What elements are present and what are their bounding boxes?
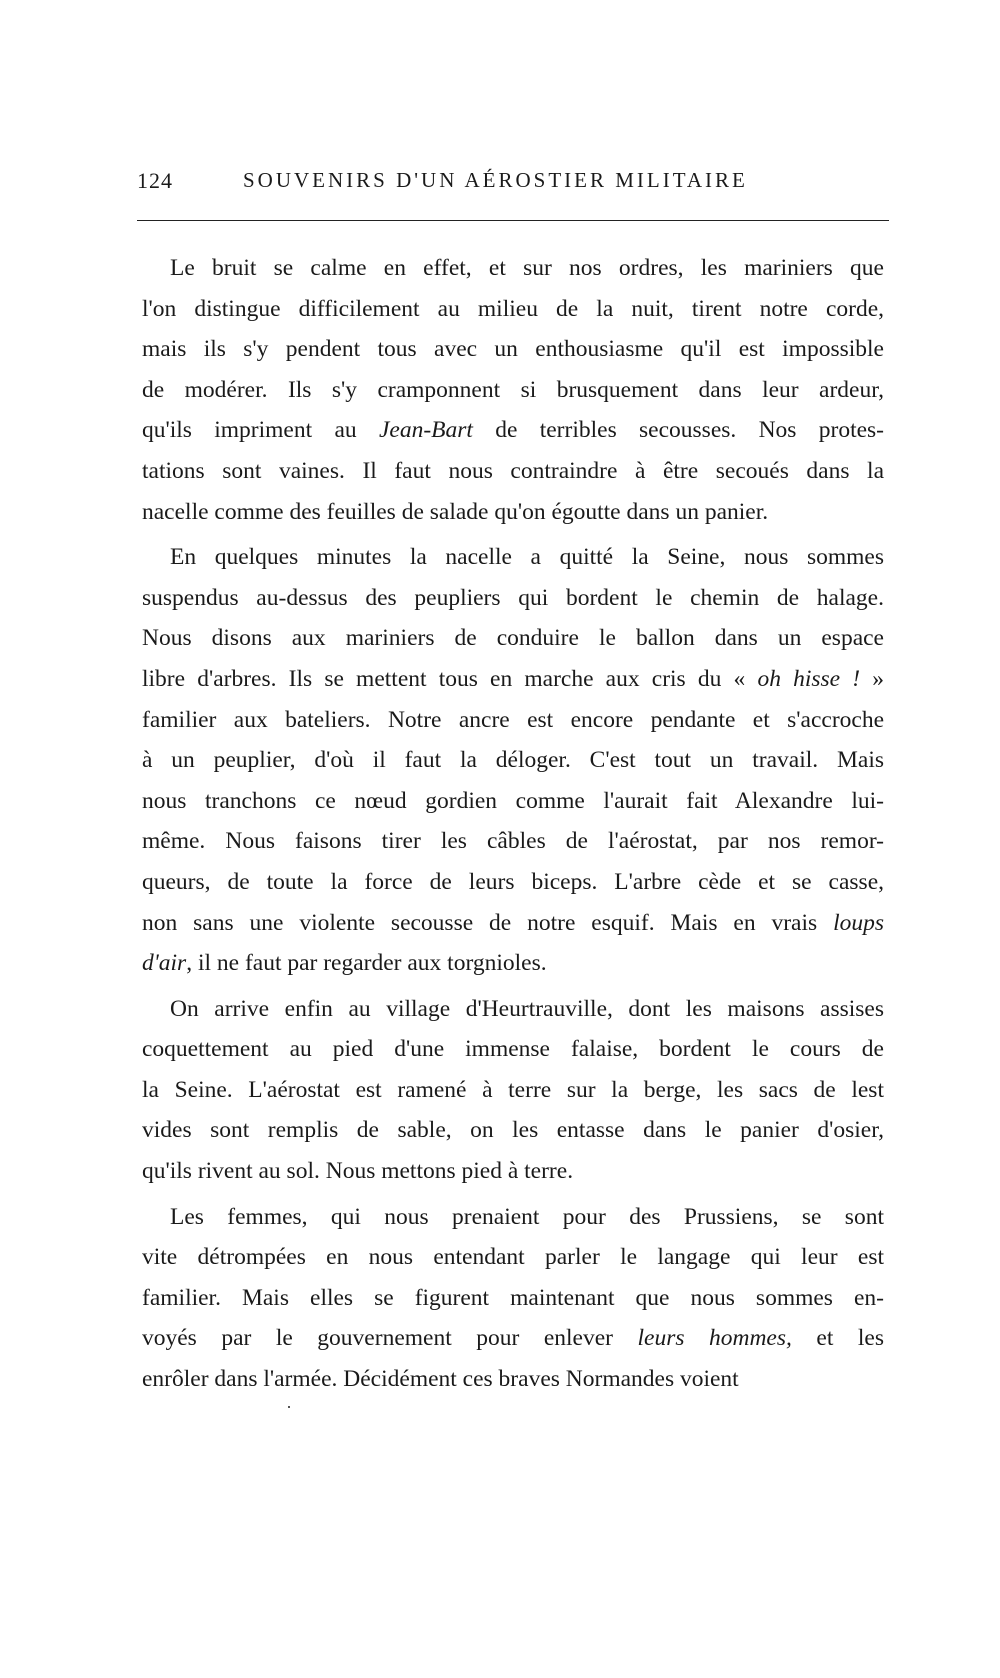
page-number: 124 [137, 168, 173, 193]
text-segment: Les femmes, qui nous prenaient pour des Prussiens, se sont [170, 1203, 884, 1230]
text-line [142, 248, 884, 289]
text-line [142, 410, 884, 451]
text-segment: même. Nous faisons tirer les câbles de l'aérostat, par nos remor- [142, 828, 884, 855]
text-segment: mais ils s'y pendent tous avec un enthousiasme qu'il est impossible [142, 336, 884, 363]
text-segment: En quelques minutes la nacelle a quitté la Seine, nous sommes [170, 544, 884, 571]
paragraph [142, 248, 884, 532]
text-line [142, 1197, 884, 1238]
text-segment: Nous disons aux mariniers de conduire le ballon dans un espace [142, 625, 884, 652]
text-line [142, 781, 884, 822]
text-line [142, 329, 884, 370]
text-line [142, 989, 884, 1030]
italic-text: leurs hommes, [637, 1325, 792, 1352]
italic-text: loups [833, 909, 884, 936]
text-segment: à un peuplier, d'où il faut la déloger. C'est tout un travail. Mais [142, 747, 884, 774]
running-head [137, 168, 889, 198]
text-segment: vides sont remplis de sable, on les entasse dans le panier d'osier, [142, 1117, 884, 1144]
text-line [142, 1110, 884, 1151]
text-line [142, 943, 884, 984]
italic-text: oh hisse ! [757, 665, 861, 692]
text-segment: coquettement au pied d'une immense falaise, bordent le cours de [142, 1036, 884, 1063]
text-line [142, 1359, 884, 1400]
text-segment: nacelle comme des feuilles de salade qu'on égoutte dans un panier. [142, 498, 769, 525]
text-segment: familier. Mais elles se figurent maintenant que nous sommes en- [142, 1284, 884, 1311]
italic-text: Jean-Bart [378, 417, 473, 444]
text-line [142, 370, 884, 411]
text-segment: enrôler dans l'armée. Décidément ces braves Normandes voient [142, 1366, 739, 1393]
header-rule [137, 220, 889, 221]
text-segment: de modérer. Ils s'y cramponnent si brusquement dans leur ardeur, [142, 376, 884, 403]
text-line [142, 1237, 884, 1278]
text-line [142, 451, 884, 492]
paragraph [142, 537, 884, 984]
text-segment: On arrive enfin au village d'Heurtrauville, dont les maisons assises [170, 995, 884, 1022]
text-segment: qu'ils impriment au [142, 417, 379, 444]
text-line [142, 862, 884, 903]
italic-text: d'air [142, 950, 187, 977]
text-segment: queurs, de toute la force de leurs biceps. L'arbre cède et se casse, [142, 868, 884, 895]
text-line [142, 1029, 884, 1070]
text-segment: libre d'arbres. Ils se mettent tous en marche aux cris du « [142, 665, 758, 692]
text-line [142, 289, 884, 330]
text-segment: et les [791, 1325, 884, 1352]
text-line [142, 618, 884, 659]
ink-speck [288, 1406, 290, 1408]
text-segment: , il ne faut par regarder aux torgnioles. [186, 950, 547, 977]
text-segment: Le bruit se calme en effet, et sur nos ordres, les mariniers que [170, 255, 884, 281]
text-segment: voyés par le gouvernement pour enlever [142, 1325, 638, 1352]
text-line [142, 1070, 884, 1111]
body-text [142, 248, 884, 1400]
running-title: SOUVENIRS D'UN AÉROSTIER MILITAIRE [243, 168, 748, 192]
text-segment: qu'ils rivent au sol. Nous mettons pied à terre. [142, 1158, 574, 1185]
text-segment: de terribles secousses. Nos protes- [472, 417, 884, 444]
text-segment: » [860, 665, 885, 692]
paragraph [142, 989, 884, 1192]
text-line [142, 740, 884, 781]
text-line [142, 1151, 884, 1192]
text-line [142, 659, 884, 700]
text-line [142, 578, 884, 619]
text-line [142, 700, 884, 741]
text-segment: la Seine. L'aérostat est ramené à terre sur la berge, les sacs de lest [142, 1076, 884, 1103]
text-segment: l'on distingue difficilement au milieu de la nuit, tirent notre corde, [142, 295, 884, 322]
text-line [142, 1318, 884, 1359]
text-line [142, 537, 884, 578]
text-segment: vite détrompées en nous entendant parler le langage qui leur est [142, 1244, 884, 1271]
text-line [142, 1278, 884, 1319]
text-line [142, 821, 884, 862]
text-segment: non sans une violente secousse de notre esquif. Mais en vrais [142, 909, 834, 936]
text-line [142, 903, 884, 944]
paragraph [142, 1197, 884, 1400]
text-segment: suspendus au-dessus des peupliers qui bordent le chemin de halage. [142, 584, 884, 611]
text-line [142, 492, 884, 533]
text-segment: nous tranchons ce nœud gordien comme l'aurait fait Alexandre lui- [142, 787, 884, 814]
text-segment: familier aux bateliers. Notre ancre est encore pendante et s'accroche [142, 706, 884, 733]
text-segment: tations sont vaines. Il faut nous contraindre à être secoués dans la [142, 457, 884, 484]
